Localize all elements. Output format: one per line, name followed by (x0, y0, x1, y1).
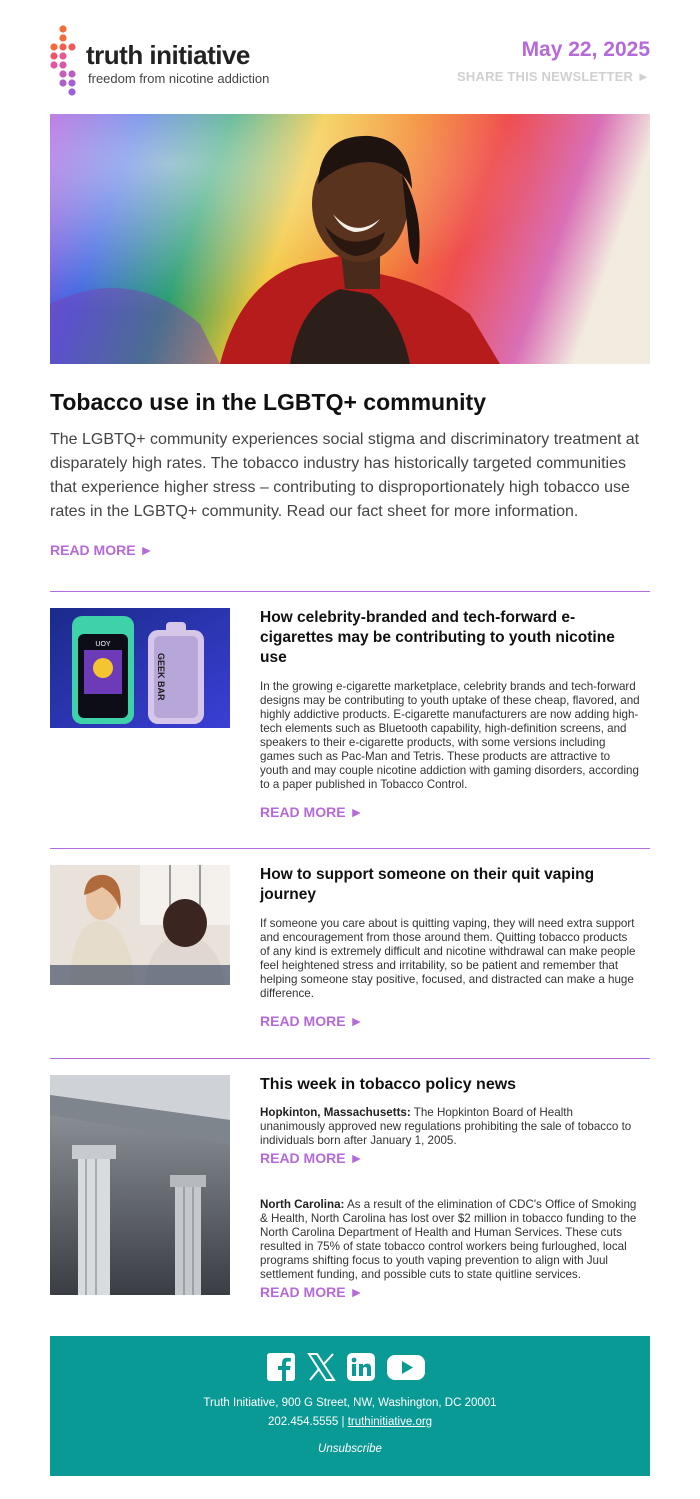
policy-item-hopkinton (260, 1106, 640, 1148)
footer-address: Truth Initiative, 900 G Street, NW, Washington, DC 20001 (203, 1397, 497, 1409)
article-ecig-title[interactable]: How celebrity-branded and tech-forward e-cigarettes may be contributing to youth nicotine use (260, 609, 615, 666)
logo[interactable] (50, 24, 290, 100)
facebook-icon[interactable] (266, 1352, 296, 1382)
policy-news-image[interactable] (50, 1075, 230, 1295)
logo-tagline: freedom from nicotine addiction (88, 71, 270, 86)
newsletter-date: May 22, 2025 (521, 38, 650, 61)
footer (50, 1336, 650, 1476)
article-ecig-image[interactable] (50, 608, 230, 728)
article-ecig (50, 608, 650, 838)
policy-item-north-carolina (260, 1198, 640, 1282)
article-quit-vaping-title[interactable]: How to support someone on their quit vaping journey (260, 866, 595, 903)
article-quit-vaping-image[interactable] (50, 865, 230, 985)
geek-bar-label: GEEK BAR (156, 653, 166, 701)
article-quit-vaping-read-more-link[interactable]: READ MORE ► (260, 1013, 364, 1029)
header (50, 0, 650, 100)
divider (50, 591, 650, 592)
linkedin-icon[interactable] (346, 1352, 376, 1382)
policy-item-text: As a result of the elimination of CDC's Office of Smoking & Health, North Carolina has lost over $2 million in tobacco funding to the North Carolina Department of Health and Human Services. These cuts resulted in 75% of state tobacco control workers being furloughed, local programs shifting focus to youth vaping prevention to align with Juul settlement funding, and possible cuts to state quitline services. (260, 1198, 637, 1281)
footer-website-link[interactable]: truthinitiative.org (347, 1416, 433, 1428)
hero-image[interactable] (50, 114, 650, 364)
social-links (266, 1352, 436, 1384)
article-ecig-read-more-link[interactable]: READ MORE ► (260, 804, 364, 820)
policy-news-body (260, 1075, 640, 1302)
ecig-brand-label: UOY (95, 641, 111, 648)
unsubscribe-link[interactable]: Unsubscribe (318, 1443, 382, 1455)
article-quit-vaping-text: If someone you care about is quitting vaping, they will need extra support and encouragement from those around them. Quitting tobacco products of any kind is extremely difficult and nicotine withdrawal can make people feel heightened stress and irritability, so be patient and remember that helping someone stay positive, focused, and distracted can make a huge difference. (260, 917, 636, 1000)
hero-read-more-link[interactable]: READ MORE ► (50, 542, 154, 558)
share-newsletter-link[interactable]: SHARE THIS NEWSLETTER ► (457, 69, 650, 84)
policy-north-carolina-read-more-link[interactable]: READ MORE ► (260, 1284, 364, 1300)
article-ecig-body (260, 608, 640, 822)
newsletter (50, 0, 650, 1455)
footer-contact (50, 1416, 650, 1428)
policy-hopkinton-read-more-link[interactable]: READ MORE ► (260, 1150, 364, 1166)
policy-item-place: Hopkinton, Massachusetts: (260, 1106, 411, 1119)
article-quit-vaping-body (260, 865, 640, 1031)
policy-item-text: The Hopkinton Board of Health unanimously approved new regulations prohibiting the sale of tobacco to individuals born after January 1, 2005. (260, 1106, 632, 1147)
divider (50, 1058, 650, 1059)
article-ecig-text: In the growing e-cigarette marketplace, celebrity brands and tech-forward designs may be contributing to youth uptake of these cheap, flavored, and highly addictive products. E-cigarette manufacturers are now adding high-tech elements such as Bluetooth capability, high-definition screens, and speakers to their e-cigarette products, with some versions including games such as Pac-Man and Tetris. These products are attractive to youth and may couple nicotine addiction with gaming disorders, according to a paper published in Tobacco Control. (260, 680, 640, 791)
divider (50, 848, 650, 849)
hero-title[interactable]: Tobacco use in the LGBTQ+ community (50, 389, 486, 415)
policy-news-title[interactable]: This week in tobacco policy news (260, 1076, 517, 1093)
policy-news (50, 1075, 650, 1315)
logo-title: truth initiative (86, 40, 250, 70)
hero-text: The LGBTQ+ community experiences social stigma and discriminatory treatment at disparately high rates. The tobacco industry has historically targeted communities that experience higher stress – contributing to disproportionately high tobacco use rates in the LGBTQ+ community. Read our fact sheet for more information. (50, 431, 640, 520)
policy-item-place: North Carolina: (260, 1198, 345, 1211)
footer-separator: | (338, 1416, 348, 1428)
article-quit-vaping (50, 865, 650, 1045)
youtube-icon[interactable] (386, 1352, 426, 1382)
x-icon[interactable] (306, 1352, 336, 1382)
logo-dots-icon (50, 24, 84, 98)
footer-phone: 202.454.5555 (267, 1416, 339, 1428)
